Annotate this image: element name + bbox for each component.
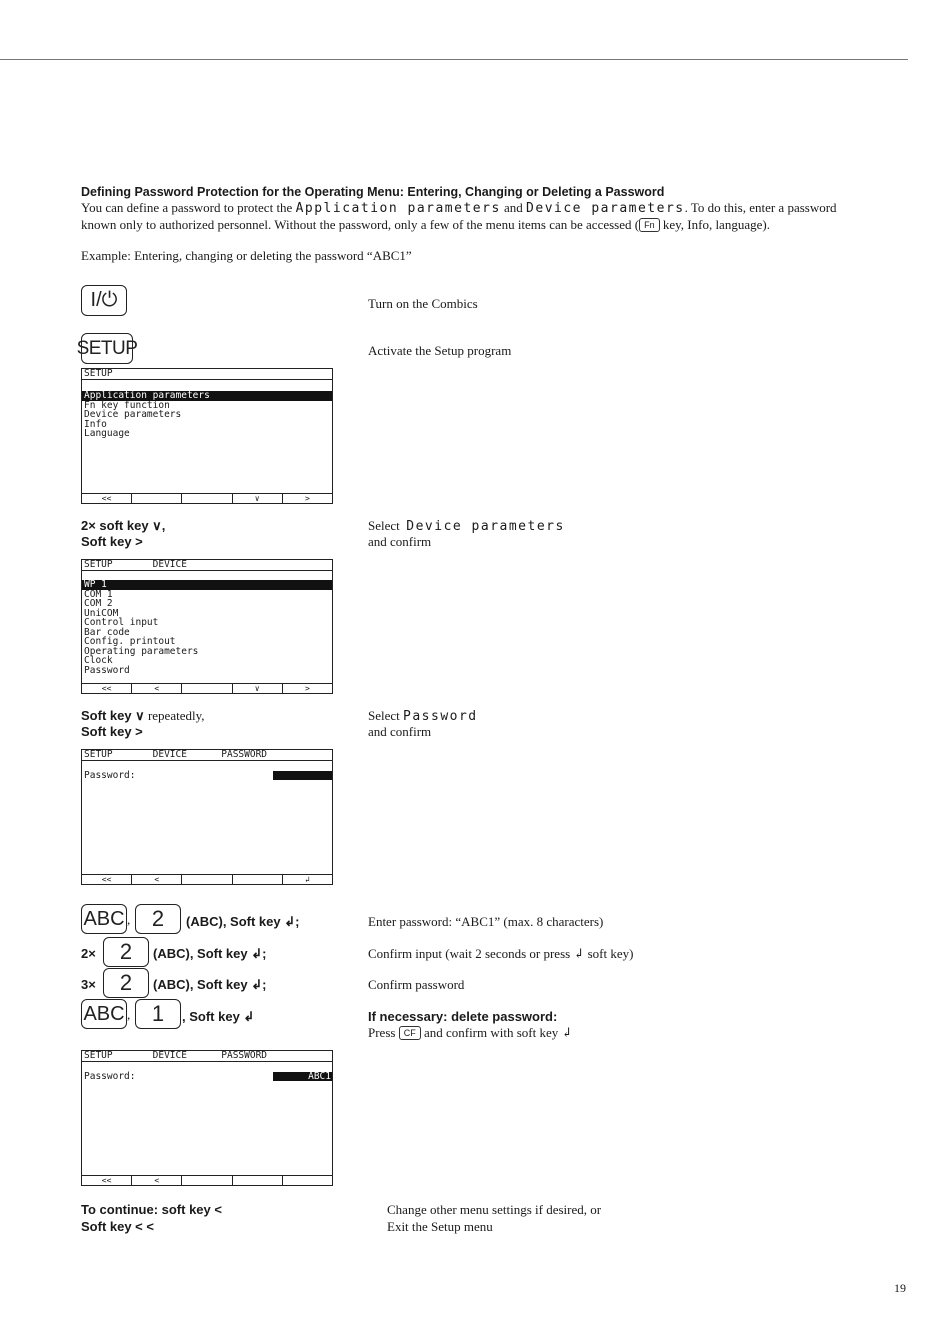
menu-row: Config. printout <box>84 636 176 647</box>
softkey-label: > <box>305 494 310 503</box>
softkey-label: < <box>132 875 182 884</box>
step-right: Confirm password <box>368 977 465 992</box>
menu-row: Device parameters <box>84 409 182 420</box>
comma: , <box>127 912 131 927</box>
step-right <box>368 708 478 724</box>
intro-text: You can define a password to protect the <box>81 200 296 215</box>
menu-row: Control input <box>84 617 159 628</box>
menu-row: Operating parameters <box>84 645 199 657</box>
display-body <box>82 1062 332 1082</box>
softkey-label: ↲ <box>305 875 310 884</box>
setup-key-icon: SETUP <box>81 333 133 364</box>
menu-row: Fn key function <box>84 399 170 411</box>
menu-row: COM 1 <box>84 588 113 600</box>
step-right: and confirm <box>368 724 432 739</box>
menu-row: Language <box>84 428 130 439</box>
intro-text: known only to authorized personnel. Without the password, only a few of the menu items can be accessed ( <box>81 217 640 232</box>
abc-key-icon: ABC <box>81 904 127 934</box>
softkey-label <box>233 1176 283 1185</box>
display-body <box>82 571 332 675</box>
softkey-bar <box>82 1175 332 1185</box>
step-right: and confirm <box>368 534 432 549</box>
power-key-icon: I/⏻ <box>81 285 127 316</box>
softkey-label <box>182 684 232 693</box>
page-number: 19 <box>894 1281 906 1295</box>
softkey-label: << <box>82 494 132 503</box>
display-header: SETUP DEVICE PASSWORD <box>82 1051 332 1062</box>
step-left: (ABC), Soft key ↲; <box>186 914 300 929</box>
step-right: Enter password: “ABC1” (max. 8 characters) <box>368 914 604 929</box>
step-left: 2× soft key ∨, <box>81 518 166 533</box>
password-row <box>84 1072 332 1082</box>
softkey-label: << <box>82 1176 132 1185</box>
setup-desc: Activate the Setup program <box>368 343 512 358</box>
comma: , <box>127 1007 131 1022</box>
fn-key-icon: Fn <box>639 218 660 232</box>
step-right: Exit the Setup menu <box>387 1219 493 1234</box>
softkey-label <box>182 494 232 503</box>
intro-text: key, Info, language). <box>659 217 770 232</box>
softkey-label: ∨ <box>233 684 283 693</box>
softkey-label: ∨ <box>233 494 283 503</box>
multiplier <box>81 977 96 993</box>
menu-row-selected: Application parameters <box>82 391 332 401</box>
device-params-term: Device parameters <box>406 519 565 534</box>
key-1-icon: 1 <box>135 999 181 1029</box>
softkey-label <box>283 1176 332 1185</box>
step-text: Select <box>368 518 400 533</box>
password-label: Password: <box>84 1071 136 1082</box>
multiplier <box>81 946 96 962</box>
intro-paragraph <box>81 200 911 233</box>
step-text: repeatedly, <box>144 708 205 723</box>
intro-text: . To do this, enter a password <box>684 200 837 215</box>
menu-row: UniCOM <box>84 607 119 619</box>
app-params-term: Application parameters <box>295 201 501 216</box>
delete-heading: If necessary: delete password: <box>368 1009 558 1024</box>
softkey-bar <box>82 874 332 884</box>
password-field <box>273 771 332 780</box>
menu-row: Clock <box>84 655 113 666</box>
step-left: , Soft key ↲ <box>182 1009 255 1024</box>
example-text: Example: Entering, changing or deleting the password “ABC1” <box>81 248 412 263</box>
softkey-label <box>182 1176 232 1185</box>
password-field: ABC1 <box>273 1072 332 1081</box>
menu-row-selected: WP 1 <box>82 580 332 590</box>
top-rule <box>0 59 908 60</box>
softkey-label <box>132 494 182 503</box>
step-text: and confirm with soft key ↲ <box>420 1025 573 1040</box>
password-label: Password: <box>84 770 136 781</box>
step-left: Soft key > <box>81 534 143 549</box>
step-left: Soft key > <box>81 724 143 739</box>
step-left: To continue: soft key < <box>81 1202 222 1217</box>
display-header: SETUP DEVICE PASSWORD <box>82 750 332 761</box>
display-password-filled <box>81 1050 333 1186</box>
power-desc: Turn on the Combics <box>368 296 478 311</box>
display-password-empty <box>81 749 333 885</box>
display-device-menu <box>81 559 333 694</box>
step-right: Change other menu settings if desired, or <box>387 1202 602 1217</box>
softkey-label: < <box>132 1176 182 1185</box>
step-right: Confirm input (wait 2 seconds or press ↲ soft key) <box>368 946 634 961</box>
display-header: SETUP DEVICE <box>82 560 332 571</box>
intro-line-1 <box>81 200 911 217</box>
step-text: Select <box>368 708 400 723</box>
softkey-label: < <box>132 684 182 693</box>
menu-row: Password <box>84 664 130 676</box>
key-2-icon: 2 <box>135 904 181 934</box>
softkey-bar <box>82 493 332 503</box>
display-body <box>82 761 332 781</box>
key-2-icon: 2 <box>103 937 149 967</box>
step-left <box>81 708 205 724</box>
softkey-bar <box>82 683 332 693</box>
step-left: Soft key < < <box>81 1219 154 1234</box>
abc-key-icon: ABC <box>81 999 127 1029</box>
cf-key-icon: CF <box>399 1026 421 1040</box>
menu-row: Bar code <box>84 626 130 638</box>
menu-row: Info <box>84 418 107 430</box>
softkey-label: << <box>82 684 132 693</box>
step-text: 3× <box>81 977 96 992</box>
password-term: Password <box>403 709 478 724</box>
intro-text: and <box>500 200 527 215</box>
step-text: 2× <box>81 946 96 961</box>
display-body <box>82 380 332 439</box>
password-row <box>84 771 332 781</box>
step-text: Soft key ∨ <box>81 708 145 723</box>
softkey-label <box>233 875 283 884</box>
softkey-label: << <box>82 875 132 884</box>
step-text: Press <box>368 1025 399 1040</box>
key-2-icon: 2 <box>103 968 149 998</box>
step-right <box>368 1025 572 1041</box>
step-left: (ABC), Soft key ↲; <box>153 977 267 992</box>
display-setup-menu <box>81 368 333 504</box>
intro-line-2 <box>81 217 911 233</box>
softkey-label: > <box>305 684 310 693</box>
section-heading: Defining Password Protection for the Operating Menu: Entering, Changing or Deleting a Password <box>81 185 665 199</box>
device-params-term: Device parameters <box>526 201 685 216</box>
menu-row: COM 2 <box>84 598 113 609</box>
display-header: SETUP <box>82 369 332 380</box>
softkey-label <box>182 875 232 884</box>
step-left: (ABC), Soft key ↲; <box>153 946 267 961</box>
step-right <box>368 518 565 534</box>
